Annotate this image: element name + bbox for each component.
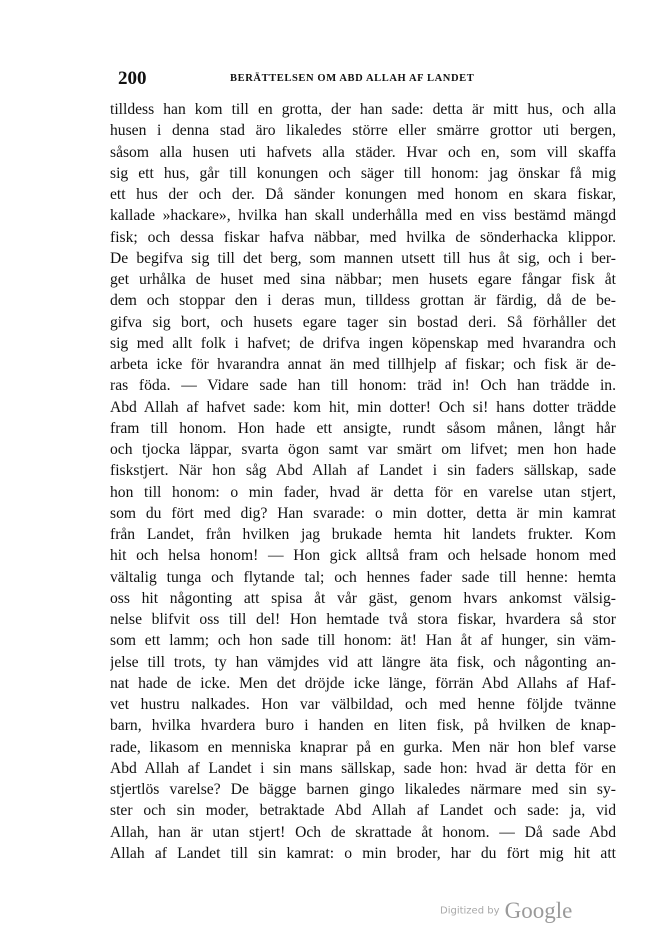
text-line: barn, hvilka hvardera buro i handen en liten fisk, på hvilken de knap- xyxy=(110,717,616,735)
running-head: BERÄTTELSEN OM ABD ALLAH AF LANDET xyxy=(230,73,475,84)
text-body xyxy=(110,99,616,864)
text-line: Allah, han är utan stjert! Och de skrattade åt honom. — Då sade Abd xyxy=(110,823,616,841)
text-line: vältalig tunga och flytande tal; och hennes fader sade till henne: hemta xyxy=(110,568,616,586)
text-line: tilldess han kom till en grotta, der han sade: detta är mitt hus, och alla xyxy=(110,101,616,118)
text-line: stjertlös varelse? De bägge barnen gingo likaledes närmare med sin sy- xyxy=(110,781,616,798)
text-line: rade, likasom en menniska knaprar på en gurka. Men när hon blef varse xyxy=(110,738,616,756)
text-line: fisk; och dessa fiskar hafva näbbar, med hvilka de sönderhacka klippor. xyxy=(110,228,616,246)
page-header xyxy=(118,68,615,90)
text-line: sig med allt folk i hafvet; de drifva ingen köpenskap med hvarandra och xyxy=(110,334,616,352)
text-line: ster och sin moder, betraktade Abd Allah af Landet och sade: ja, vid xyxy=(110,802,616,820)
digitized-by-watermark xyxy=(440,898,572,924)
text-line: som ett lamm; och hon sade till honom: ät! Han åt af hunger, sin väm- xyxy=(110,632,616,650)
text-line: nelse blifvit oss till del! Hon hemtade två stora fiskar, hvardera så stor xyxy=(110,611,616,628)
text-line: hit och helsa honom! — Hon gick alltså fram och helsade honom med xyxy=(110,547,616,565)
text-line: gifva sig bort, och husets egare tager sin bostad deri. Så förhåller det xyxy=(110,313,616,331)
text-line: sig ett hus, går till konungen och säger till honom: jag önskar få mig xyxy=(110,164,616,182)
text-line: fiskstjert. När hon såg Abd Allah af Landet i sin faders sällskap, sade xyxy=(110,462,616,480)
text-line: arbeta icke för hvarandra annat än med tillhjelp af fiskar; och fisk är de- xyxy=(110,356,616,373)
text-line: ett hus der och der. Då sänder konungen med honom en skara fiskar, xyxy=(110,186,616,203)
text-line: Abd Allah af hafvet sade: kom hit, min dotter! Och si! hans dotter trädde xyxy=(110,398,616,416)
text-line: husen i denna stad äro likaledes större eller smärre grottor uti bergen, xyxy=(110,122,616,140)
text-line: såsom alla husen uti hafvets alla städer. Hvar och en, som vill skaffa xyxy=(110,143,616,161)
text-line: Allah af Landet till sin kamrat: o min broder, har du fört mig hit att xyxy=(110,844,616,862)
text-line: vet hustru nalkades. Hon var välbildad, och med henne följde tvänne xyxy=(110,696,616,713)
text-line: som du fört med dig? Han svarade: o min dotter, detta är min kamrat xyxy=(110,504,616,522)
text-line: Abd Allah af Landet i sin mans sällskap, sade hon: hvad är detta för en xyxy=(110,759,616,777)
text-line: hon till honom: o min fader, hvad är detta för en varelse utan stjert, xyxy=(110,483,616,501)
page-number: 200 xyxy=(118,68,147,89)
text-line: jelse till trots, ty han vämjdes vid att längre äta fisk, och någonting an- xyxy=(110,653,616,671)
text-line: nat hade de icke. Men det dröjde icke länge, förrän Abd Allahs af Haf- xyxy=(110,674,616,692)
text-line: från Landet, från hvilken jag brukade hemta hit landets frukter. Kom xyxy=(110,526,616,543)
google-logo: Google xyxy=(504,898,573,923)
text-line: De begifva sig till det berg, som mannen utsett till hus åt sig, och i ber- xyxy=(110,249,616,267)
text-line: och tjocka läppar, svarta ögon samt var smärt om lifvet; men hon hade xyxy=(110,441,616,458)
text-line: ras föda. — Vidare sade han till honom: träd in! Och han trädde in. xyxy=(110,377,616,395)
text-line: fram till honom. Hon hade ett ansigte, rundt såsom månen, långt hår xyxy=(110,419,616,437)
text-line: kallade »hackare», hvilka han skall underhålla med en viss bestämd mängd xyxy=(110,207,616,225)
text-line: oss hit någonting att spisa åt vår gäst, genom hvars ankomst välsig- xyxy=(110,589,616,607)
text-line: dem och stoppar den i deras mun, tilldess grottan är färdig, då de be- xyxy=(110,292,616,310)
watermark-prefix: Digitized by xyxy=(440,905,500,917)
text-line: get urhålka de huset med sina näbbar; men husets egare fångar fisk åt xyxy=(110,271,616,288)
